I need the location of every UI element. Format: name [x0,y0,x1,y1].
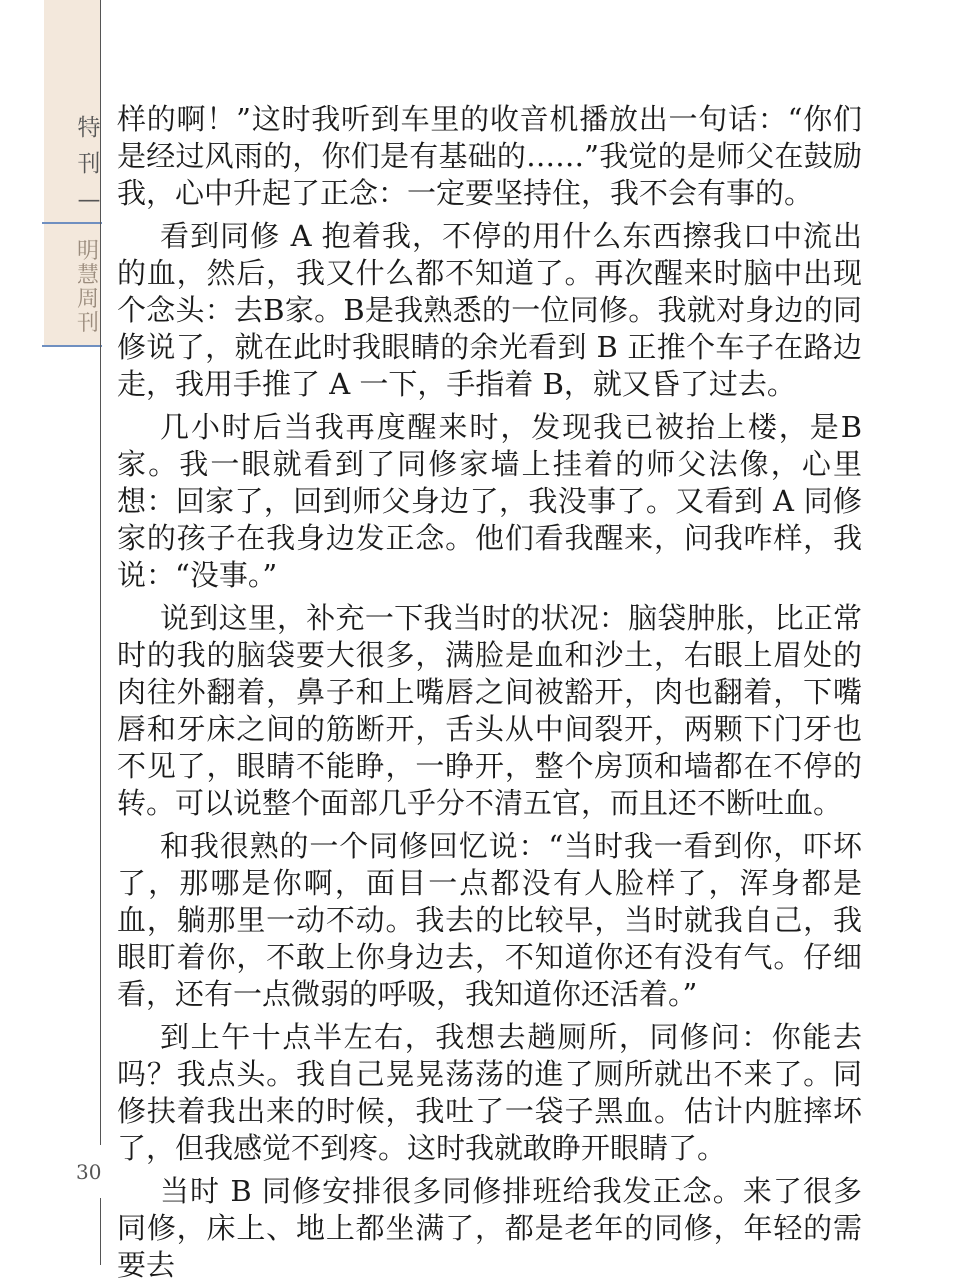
article-body [117,101,862,1284]
paragraph: 说到这里，补充一下我当时的状况：脑袋肿胀，比正常时的我的脑袋要大很多，满脸是血和沙土，右眼上眉处的肉往外翻着，鼻子和上嘴唇之间被豁开，肉也翻着，下嘴唇和牙床之间的筋断开，舌头从中间裂开，两颗下门牙也不见了，眼睛不能睁，一睁开，整个房顶和墙都在不停的转。可以说整个面部几乎分不清五官，而且还不断吐血。 [117,601,862,820]
paragraph: 到上午十点半左右，我想去趟厕所，同修问：你能去吗？我点头。我自己晃晃荡荡的進了厕所就出不来了。同修扶着我出来的时候，我吐了一袋子黑血。估计内脏摔坏了，但我感觉不到疼。这时我就敢睁开眼睛了。 [117,1020,862,1165]
section-label: 特刊— [77,115,101,213]
margin-rule-bottom [100,1198,101,1265]
paragraph: 样的啊！”这时我听到车里的收音机播放出一句话：“你们是经过风雨的，你们是有基础的……”我觉的是师父在鼓励我，心中升起了正念：一定要坚持住，我不会有事的。 [117,102,862,210]
paragraph: 看到同修 A 抱着我，不停的用什么东西擦我口中流出的血，然后，我又什么都不知道了。再次醒来时脑中出现个念头：去B家。B是我熟悉的一位同修。我就对身边的同修说了，就在此时我眼睛的余光看到 B 正推个车子在路边走，我用手推了 A 一下，手指着 B，就又昏了过去。 [117,219,862,401]
paragraph: 和我很熟的一个同修回忆说：“当时我一看到你，吓坏了，那哪是你啊，面目一点都没有人脸样了，浑身都是血，躺那里一动不动。我去的比较早，当时就我自己，我眼盯着你，不敢上你身边去，不知道你还有没有气。仔细看，还有一点微弱的呼吸，我知道你还活着。” [117,829,862,1011]
page-number: 30 [76,1160,102,1184]
sidebar-divider-top [42,222,102,224]
publication-label: 明慧周刊 [76,239,99,336]
paragraph: 当时 B 同修安排很多同修排班给我发正念。来了很多同修，床上、地上都坐满了，都是老年的同修，年轻的需要去 [117,1174,862,1282]
sidebar-divider-bottom [42,345,102,347]
paragraph: 几小时后当我再度醒来时，发现我已被抬上楼，是B家。我一眼就看到了同修家墙上挂着的师父法像，心里想：回家了，回到师父身边了，我没事了。又看到 A 同修家的孩子在我身边发正念。他们看我醒来，问我咋样，我说：“没事。” [117,410,862,592]
